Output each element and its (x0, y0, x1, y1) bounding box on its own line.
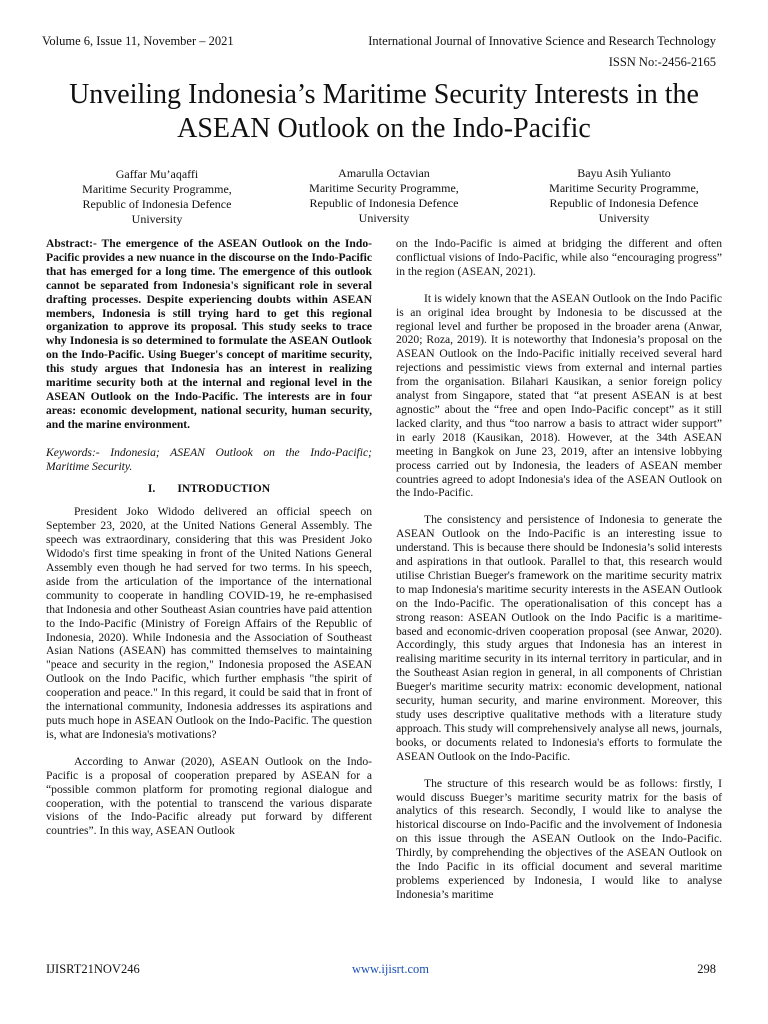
abstract: Abstract:- The emergence of the ASEAN Outlook on the Indo-Pacific provides a new nuance in the discourse on the Indo-Pacific that has emerged for a long time. The emergence of this outlook cannot be separated from Indonesia's significant role in several drafting processes. Despite experiencing doubts within ASEAN members, Indonesia is still trying hard to get this regional organization to approve its proposal. This study seeks to trace why Indonesia is so determined to formulate the ASEAN Outlook on the Indo-Pacific. Using Bueger's concept of maritime security, this study argues that Indonesia has an interest in realizing maritime security both at the internal and regional level in the ASEAN Outlook on the Indo-Pacific. The interests are in four areas: economic development, national security, human security, and the marine environment. (46, 237, 372, 431)
header-journal: International Journal of Innovative Science and Research Technology (368, 34, 716, 48)
footer-paper-id: IJISRT21NOV246 (46, 962, 140, 976)
header-volume: Volume 6, Issue 11, November – 2021 (42, 34, 234, 48)
footer-page-number: 298 (697, 962, 716, 976)
section-title: INTRODUCTION (177, 481, 271, 495)
keywords: Keywords:- Indonesia; ASEAN Outlook on the Indo-Pacific; Maritime Security. (46, 445, 372, 473)
section-heading (46, 482, 372, 496)
paragraph: President Joko Widodo delivered an official speech on September 23, 2020, at the United Nations General Assembly. The speech was extraordinary, considering that this was President Joko Widodo's first time speaking in front of the United Nations General Assembly even though he had served for two terms. In his speech, aside from the articulation of the importance of the international community to cooperate in handling COVID-19, he re-emphasised that Indonesia and other Southeast Asian countries have paid attention to the Indo-Pacific (Ministry of Foreign Affairs of the Republic of Indonesia, 2020). While Indonesia and the Association of Southeast Asian Nations (ASEAN) has committed themselves to maintaining "peace and security in the region," Indonesia proposed the ASEAN Outlook on the Indo Pacific, which further emphasis "the spirit of cooperation and peace." In this regard, it could be said that in front of the international community, Indonesia addresses its aspirations and puts much hope in ASEAN Outlook on the Indo-Pacific. The question is, what are Indonesia's motivations? (46, 505, 372, 741)
author-affiliation: Republic of Indonesia Defence (309, 196, 459, 210)
author-name: Bayu Asih Yulianto (577, 166, 671, 180)
header-issn: ISSN No:-2456-2165 (608, 55, 716, 69)
author-affiliation: Maritime Security Programme, (549, 181, 699, 195)
author-block-3 (500, 166, 748, 226)
author-affiliation: Maritime Security Programme, (309, 181, 459, 195)
footer-website-link[interactable]: www.ijisrt.com (352, 962, 429, 976)
section-number: I. (147, 481, 156, 495)
author-name: Amarulla Octavian (338, 166, 430, 180)
author-affiliation: Maritime Security Programme, (82, 182, 232, 196)
author-block-1 (42, 167, 272, 227)
author-affiliation: University (598, 211, 650, 225)
left-column (46, 237, 372, 838)
author-affiliation: University (358, 211, 410, 225)
paragraph: The consistency and persistence of Indonesia to generate the ASEAN Outlook on the Indo-Pacific is an interesting issue to understand. This is because there should be Indonesia’s solid interests and aspirations in that outlook. Parallel to that, this research would utilise Christian Bueger's framework on the maritime security matrix to map Indonesia's maritime security interests in the ASEAN Outlook on the Indo-Pacific. The operationalisation of this concept has a strong reason: ASEAN Outlook on the Indo Pacific is a maritime-based and economic-driven cooperation proposal (see Anwar, 2020). Accordingly, this study argues that Indonesia has an interest in realising maritime security in its internal territory in particular, and in the Southeast Asian region in general, in all components of Christian Bueger's maritime security matrix: economic development, national security, human security, and marine environment. Moreover, this study uses descriptive qualitative methods with a literature study approach. This study will comprehensively analyse all news, journals, books, or documents related to Indonesia's efforts to formulate the ASEAN Outlook on the Indo-Pacific. (396, 513, 722, 763)
paper-title: Unveiling Indonesia’s Maritime Security Interests in the ASEAN Outlook on the Indo-Pacific (69, 79, 699, 144)
author-name: Gaffar Mu’aqaffi (115, 167, 199, 181)
author-affiliation: Republic of Indonesia Defence (549, 196, 699, 210)
paragraph: It is widely known that the ASEAN Outlook on the Indo Pacific is an original idea brought by Indonesia to be discussed at the regional level and further be proposed in the broader arena (Anwar, 2020; Roza, 2019). It is noteworthy that Indonesia’s proposal on the ASEAN Outlook on the Indo-Pacific initially received several hard rejections and pessimistic views from external and internal parties from the organisation. Bilahari Kausikan, a senior foreign policy analyst from Singapore, stated that “at present ASEAN is at best agnostic” about the “free and open Indo-Pacific concept” as it still lacked clarity, and thus “too narrow a basis to attract wider support” in early 2018 (Kausikan, 2018). However, at the 34th ASEAN meeting in Bangkok on June 23, 2019, after an intensive lobbying process carried out by Indonesia, the leaders of ASEAN member countries agreed to adopt Indonesia's idea of the ASEAN Outlook on the Indo-Pacific. (396, 291, 722, 500)
right-column (396, 237, 722, 902)
author-block-2 (272, 166, 496, 226)
paragraph: The structure of this research would be as follows: firstly, I would discuss Bueger’s maritime security matrix for the basis of analytics of this research. Secondly, I would like to analyse the historical discourse on Indo-Pacific and the involvement of Indonesia on this issue through the ASEAN Outlook on the Indo-Pacific. Thirdly, by comprehending the objectives of the ASEAN Outlook on the Indo Pacific in its official document and several maritime problems experienced by Indonesia, I would like to analyse Indonesia’s maritime (396, 776, 722, 901)
author-affiliation: Republic of Indonesia Defence (82, 197, 232, 211)
author-affiliation: University (131, 212, 183, 226)
paragraph: on the Indo-Pacific is aimed at bridging the different and often conflictual visions of Indo-Pacific, while also “encouraging progress” in the region (ASEAN, 2021). (396, 237, 722, 278)
paragraph: According to Anwar (2020), ASEAN Outlook on the Indo-Pacific is a proposal of cooperation prepared by ASEAN for a “possible common platform for promoting regional dialogue and cooperation, with the potential to transcend the various disparate visions of the Indo-Pacific already put forward by different countries”. In this way, ASEAN Outlook (46, 754, 372, 838)
